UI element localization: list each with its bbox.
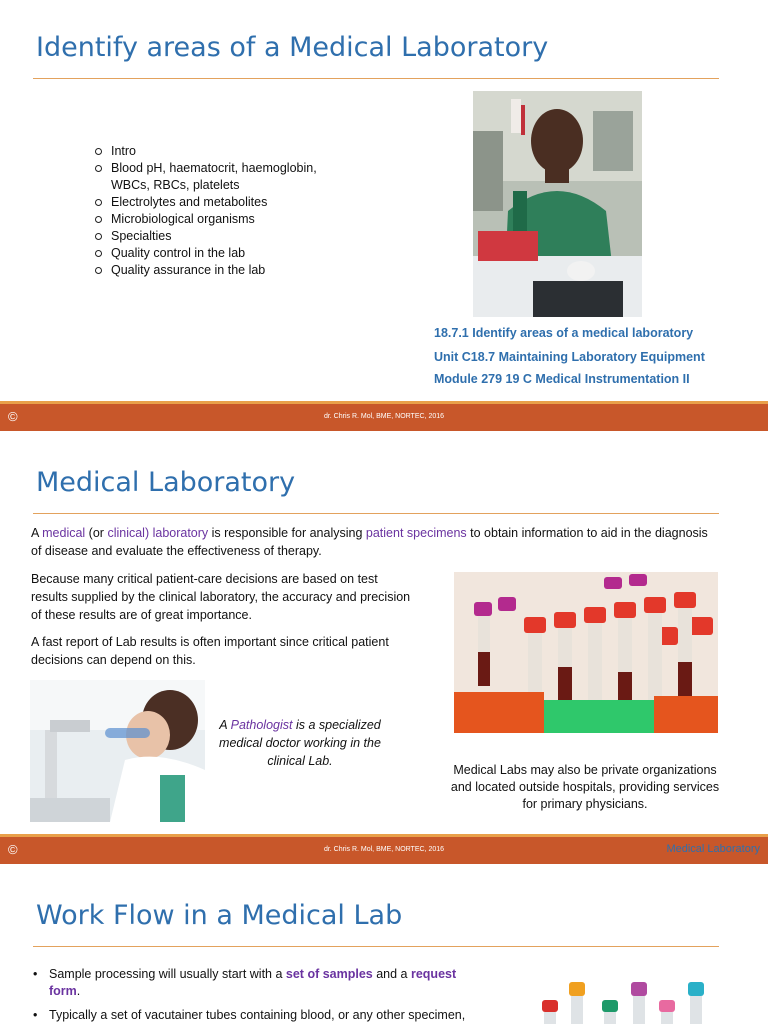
pathologist-microscope-photo: [30, 680, 205, 822]
slide-3-title: Work Flow in a Medical Lab: [36, 900, 403, 931]
text-run: is a specialized medical doctor working in the clinical Lab.: [219, 718, 381, 768]
highlight-medical: medical: [42, 526, 86, 540]
module-label: Module 279 19 C Medical Instrumentation II: [434, 372, 690, 386]
text-run: and a: [372, 967, 411, 981]
slide-1-title: Identify areas of a Medical Laboratory: [36, 32, 549, 63]
text-run: (or: [85, 526, 108, 540]
highlight-clinical-laboratory: clinical) laboratory: [107, 526, 209, 540]
copyright-symbol: ©: [8, 842, 18, 857]
slide-footer: [0, 401, 768, 431]
topic-list: [95, 143, 345, 279]
highlight-set-of-samples: set of samples: [285, 967, 373, 981]
list-item: Microbiological organisms: [95, 211, 345, 228]
highlight-patient-specimens: patient specimens: [365, 526, 467, 540]
list-item: Quality assurance in the lab: [95, 262, 345, 279]
list-item: Specialties: [95, 228, 345, 245]
blood-tubes-photo: [454, 572, 718, 733]
slide-3: [0, 866, 768, 1024]
author-credit: dr. Chris R. Mol, BME, NORTEC, 2016: [323, 846, 445, 853]
slide-2: [0, 433, 768, 866]
slide-1: [0, 0, 768, 433]
text-run: is responsible for analysing: [208, 526, 366, 540]
accuracy-paragraph: Because many critical patient-care decisions are based on test results supplied by the clinical laboratory, the accuracy and precision of these results are of great importance.: [31, 572, 411, 622]
lab-technician-photo: [473, 91, 642, 317]
medical-laboratory-link[interactable]: Medical Laboratory: [666, 843, 760, 855]
pathologist-caption: [215, 716, 385, 770]
lab-definition-paragraph: [31, 524, 721, 560]
title-divider: [33, 513, 719, 514]
text-run: to obtain information to aid in the diagnosis of disease and evaluate the effectiveness of therapy.: [31, 526, 708, 558]
fast-report-paragraph: A fast report of Lab results is often important since critical patient decisions can depend on this.: [31, 635, 389, 667]
author-credit: dr. Chris R. Mol, BME, NORTEC, 2016: [323, 413, 445, 420]
highlight-request-form: request form: [49, 967, 457, 998]
vacutainer-tubes-image: [536, 979, 712, 1024]
text-run: A: [31, 526, 43, 540]
list-item: Electrolytes and metabolites: [95, 194, 345, 211]
highlight-pathologist: Pathologist: [230, 718, 293, 732]
slide-footer: [0, 834, 768, 864]
unit-label: Unit C18.7 Maintaining Laboratory Equipment: [434, 350, 705, 364]
list-item: [31, 966, 481, 1000]
text-run: Sample processing will usually start with a: [49, 967, 286, 981]
list-item: Blood pH, haematocrit, haemoglobin, WBCs, RBCs, platelets: [95, 160, 345, 194]
title-divider: [33, 78, 719, 79]
list-item: Quality control in the lab: [95, 245, 345, 262]
title-divider: [33, 946, 719, 947]
list-item: • Typically a set of vacutainer tubes containing blood, or any other specimen,: [31, 1007, 481, 1024]
outcome-label: 18.7.1 Identify areas of a medical laboratory: [434, 326, 694, 340]
private-labs-caption: Medical Labs may also be private organizations and located outside hospitals, providing services for primary physicians.: [450, 763, 720, 811]
text-run: A: [219, 718, 231, 732]
workflow-list: [31, 966, 481, 1031]
copyright-symbol: ©: [8, 409, 18, 424]
slide-2-title: Medical Laboratory: [36, 467, 296, 498]
list-item: Intro: [95, 143, 345, 160]
text-run: .: [76, 984, 81, 998]
